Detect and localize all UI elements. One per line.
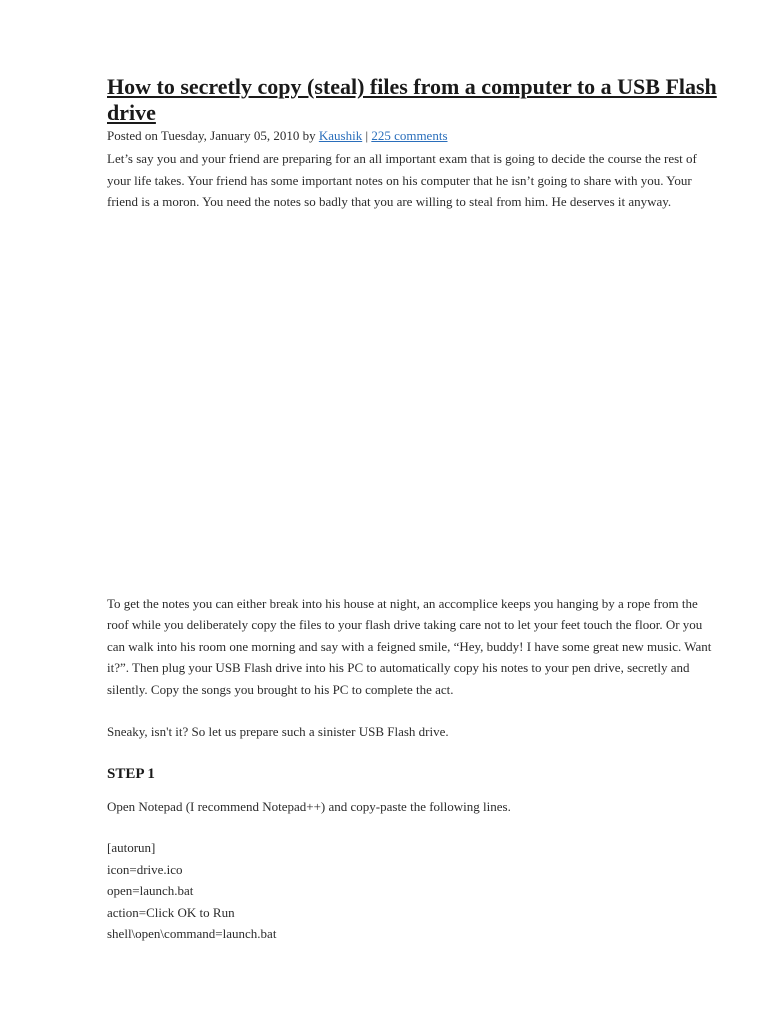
code-line: action=Click OK to Run bbox=[107, 904, 235, 920]
article bbox=[107, 74, 719, 945]
code-line: shell\open\command=launch.bat bbox=[107, 926, 277, 941]
code-line: open=launch.bat bbox=[107, 883, 194, 898]
sneaky-paragraph: Sneaky, isn't it? So let us prepare such a sinister USB Flash drive. bbox=[107, 724, 449, 739]
posted-date-text: Posted on Tuesday, January 05, 2010 by bbox=[107, 128, 319, 143]
comments-link[interactable]: 225 comments bbox=[371, 128, 448, 143]
image-placeholder bbox=[107, 213, 719, 593]
code-line: icon=drive.ico bbox=[107, 861, 183, 877]
method-paragraph: To get the notes you can either break into his house at night, an accomplice keeps you hanging by a rope from the roof while you deliberately copy the files to your flash drive taking care not to let your feet touch the floor. Or you can walk into his room one morning and say with a feigned smile, “Hey, buddy! I have some great new music. Want it?”. Then plug your USB Flash drive into his PC to automatically copy his notes to your pen drive, secretly and silently. Copy the songs you brought to his PC to complete the act. bbox=[107, 595, 712, 697]
post-meta bbox=[107, 128, 719, 144]
code-block bbox=[107, 837, 719, 945]
meta-separator: | bbox=[362, 128, 372, 143]
author-link[interactable]: Kaushik bbox=[318, 128, 363, 143]
step-intro: Open Notepad (I recommend Notepad++) and copy-paste the following lines. bbox=[107, 798, 511, 814]
article-title[interactable]: How to secretly copy (steal) files from a computer to a USB Flash drive bbox=[107, 74, 717, 125]
code-line: [autorun] bbox=[107, 840, 156, 855]
step-heading: STEP 1 bbox=[107, 765, 155, 782]
intro-paragraph: Let’s say you and your friend are preparing for an all important exam that is going to decide the course the rest of your life takes. Your friend has some important notes on his computer that he isn’t going to share with you. Your friend is a moron. You need the notes so badly that you are willing to steal from him. He deserves it anyway. bbox=[107, 151, 697, 209]
